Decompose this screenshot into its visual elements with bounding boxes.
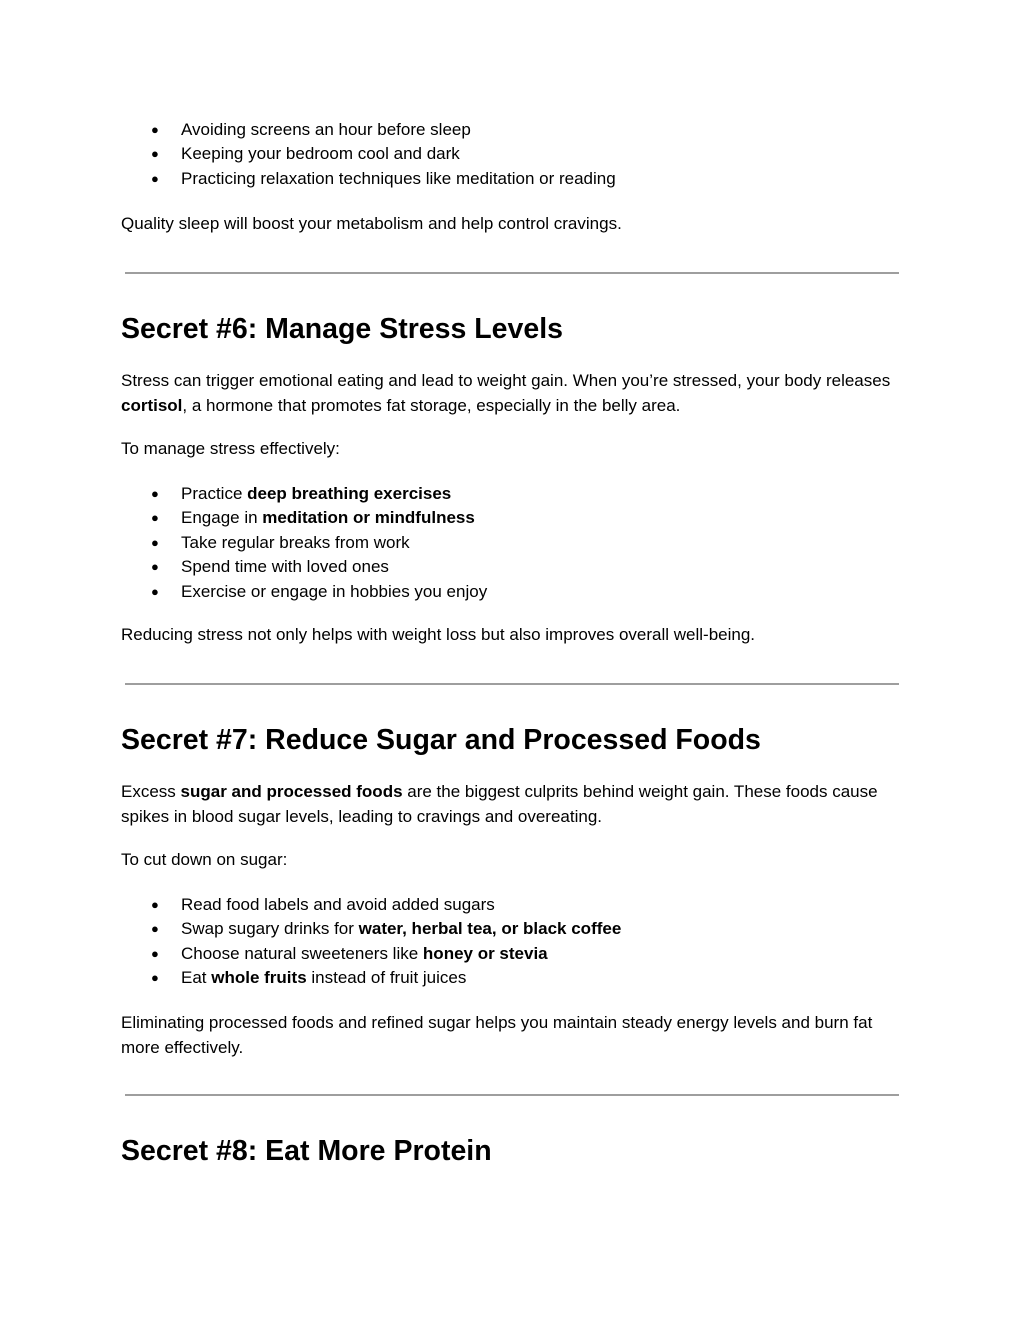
- list-item: ● Read food labels and avoid added sugars: [121, 893, 621, 917]
- list-item: ● Practicing relaxation techniques like meditation or reading: [121, 167, 616, 191]
- secret-7-closing: Eliminating processed foods and refined sugar helps you maintain steady energy levels and burn fat more effectively.: [121, 1013, 873, 1057]
- list-item: ● Practice deep breathing exercises: [121, 482, 487, 506]
- secret-6-paragraph: Stress can trigger emotional eating and lead to weight gain. When you’re stressed, your body releases cortisol, a hormone that promotes fat storage, especially in the belly area.: [121, 371, 891, 415]
- bullet-icon: ●: [151, 583, 159, 599]
- section-divider: [125, 683, 899, 685]
- list-item: ● Swap sugary drinks for water, herbal tea, or black coffee: [121, 917, 621, 941]
- secret-7-paragraph: Excess sugar and processed foods are the biggest culprits behind weight gain. These foods cause spikes in blood sugar levels, leading to cravings and overeating.: [121, 782, 878, 826]
- list-item: ● Keeping your bedroom cool and dark: [121, 142, 616, 166]
- secret-6-closing: Reducing stress not only helps with weight loss but also improves overall well-being.: [121, 625, 756, 644]
- bullet-icon: ●: [151, 945, 159, 961]
- section-heading-secret-7: Secret #7: Reduce Sugar and Processed Foods: [121, 724, 761, 756]
- bullet-icon: ●: [151, 559, 159, 575]
- bullet-icon: ●: [151, 510, 159, 526]
- bullet-icon: ●: [151, 921, 159, 937]
- bullet-icon: ●: [151, 486, 159, 501]
- bullet-icon: ●: [151, 897, 159, 912]
- list-item: ● Choose natural sweeteners like honey or stevia: [121, 942, 621, 966]
- sugar-tips-list: [121, 893, 621, 991]
- bullet-icon: ●: [151, 534, 159, 550]
- sleep-tips-list: [121, 118, 616, 191]
- list-item: ● Take regular breaks from work: [121, 531, 487, 555]
- list-item: ● Eat whole fruits instead of fruit juices: [121, 966, 621, 990]
- list-item: ● Engage in meditation or mindfulness: [121, 506, 487, 530]
- section-divider: [125, 272, 899, 274]
- bullet-icon: ●: [151, 970, 159, 986]
- bullet-icon: ●: [151, 170, 159, 186]
- bullet-icon: ●: [151, 122, 159, 137]
- stress-tips-list: [121, 482, 487, 604]
- list-item: ● Spend time with loved ones: [121, 555, 487, 579]
- secret-6-lead: To manage stress effectively:: [121, 439, 340, 458]
- list-item: ● Exercise or engage in hobbies you enjoy: [121, 580, 487, 604]
- secret-7-lead: To cut down on sugar:: [121, 850, 288, 869]
- section-heading-secret-6: Secret #6: Manage Stress Levels: [121, 313, 563, 345]
- section-heading-secret-8: Secret #8: Eat More Protein: [121, 1135, 492, 1167]
- list-item: ● Avoiding screens an hour before sleep: [121, 118, 616, 142]
- intro-closing: Quality sleep will boost your metabolism and help control cravings.: [121, 214, 622, 233]
- bullet-icon: ●: [151, 146, 159, 162]
- section-divider: [125, 1094, 899, 1096]
